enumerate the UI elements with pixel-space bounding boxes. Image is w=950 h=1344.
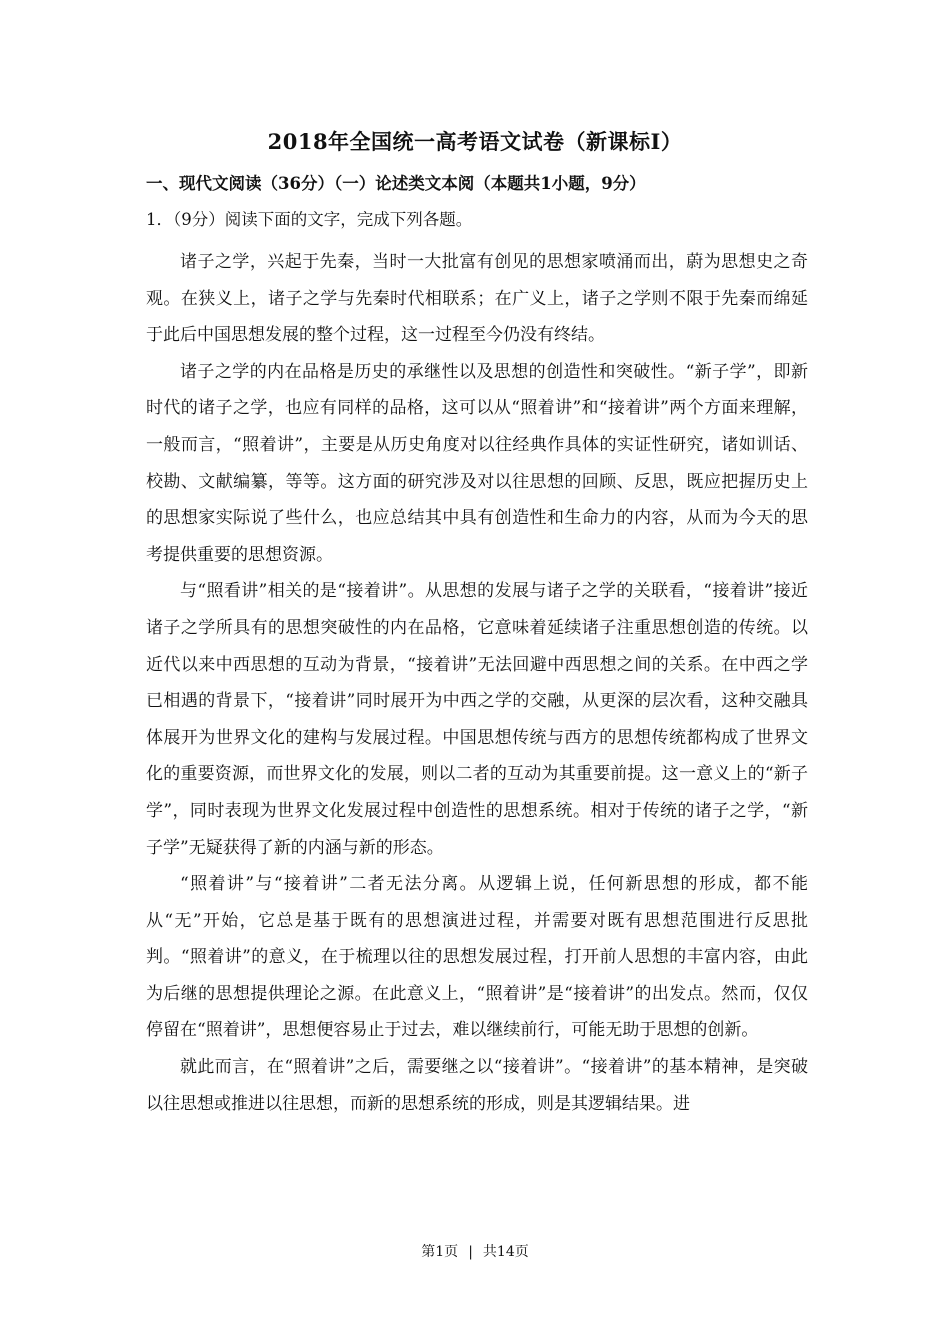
section-heading: 一、现代文阅读（36分）（一）论述类文本阅（本题共1小题，9分） <box>146 174 646 193</box>
page-footer <box>0 1242 950 1262</box>
passage-paragraph-5: 就此而言，在“照着讲”之后，需要继之以“接着讲”。“接着讲”的基本精神，是突破以往思想或推进以往思想，而新的思想系统的形成，则是其逻辑结果。进 <box>146 1057 808 1114</box>
page-number-total: 共14页 <box>482 1244 529 1260</box>
passage-paragraph-3: 与“照看讲”相关的是“接着讲”。从思想的发展与诸子之学的关联看，“接着讲”接近诸子之学所具有的思想突破性的内在品格，它意味着延续诸子注重思想创造的传统。以近代以来中西思想的互动为背景，“接着讲”无法回避中西思想之间的关系。在中西之学已相遇的背景下，“接着讲”同时展开为中西之学的交融，从更深的层次看，这种交融具体展开为世界文化的建构与发展过程。中国思想传统与西方的思想传统都构成了世界文化的重要资源，而世界文化的发展，则以二者的互动为其重要前提。这一意义上的“新子学”，同时表现为世界文化发展过程中创造性的思想系统。相对于传统的诸子之学，“新子学”无疑获得了新的内涵与新的形态。 <box>146 581 808 858</box>
reading-passage <box>146 244 808 1122</box>
question-intro: 1．（9分）阅读下面的文字，完成下列各题。 <box>146 210 473 229</box>
footer-separator: | <box>468 1244 473 1260</box>
exam-title: 2018年全国统一高考语文试卷（新课标Ⅰ） <box>267 129 683 154</box>
passage-paragraph-2: 诸子之学的内在品格是历史的承继性以及思想的创造性和突破性。“新子学”，即新时代的诸子之学，也应有同样的品格，这可以从“照着讲”和“接着讲”两个方面来理解，一般而言，“照着讲”，主要是从历史角度对以往经典作具体的实证性研究，诸如训话、校勘、文献编纂，等等。这方面的研究涉及对以往思想的回顾、反思，既应把握历史上的思想家实际说了些什么，也应总结其中具有创造性和生命力的内容，从而为今天的思考提供重要的思想资源。 <box>146 361 808 565</box>
page-number-current: 第1页 <box>421 1244 459 1260</box>
passage-paragraph-4: “照着讲”与“接着讲”二者无法分离。从逻辑上说，任何新思想的形成，都不能从“无”开始，它总是基于既有的思想演进过程，并需要对既有思想范围进行反思批判。“照着讲”的意义，在于梳理以往的思想发展过程，打开前人思想的丰富内容，由此为后继的思想提供理论之源。在此意义上，“照着讲”是“接着讲”的出发点。然而，仅仅停留在“照着讲”，思想便容易止于过去，难以继续前行，可能无助于思想的创新。 <box>146 874 808 1041</box>
passage-paragraph-1: 诸子之学，兴起于先秦，当时一大批富有创见的思想家喷涌而出，蔚为思想史之奇观。在狭义上，诸子之学与先秦时代相联系；在广义上，诸子之学则不限于先秦而绵延于此后中国思想发展的整个过程，这一过程至今仍没有终结。 <box>146 252 808 346</box>
